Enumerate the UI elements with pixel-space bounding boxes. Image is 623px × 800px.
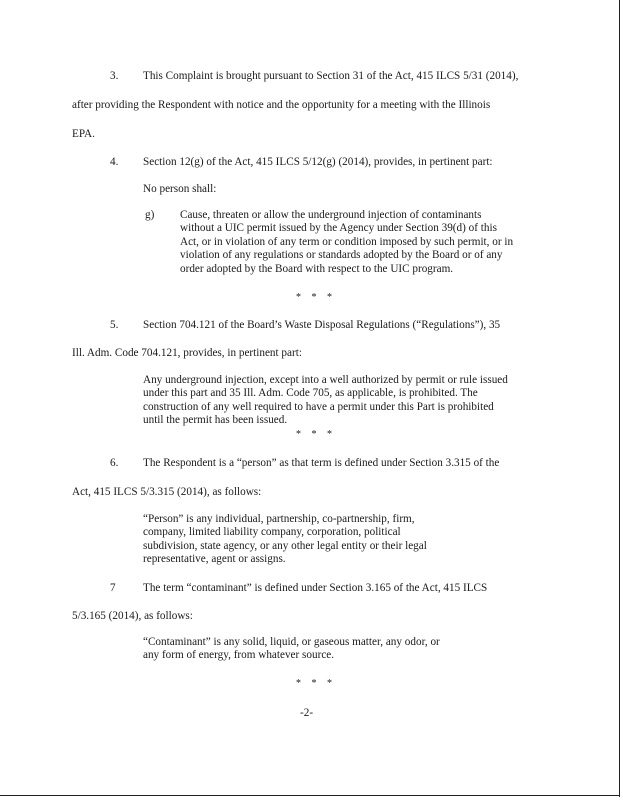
para5-quote-line: under this part and 35 Ill. Adm. Code 705, as applicable, is prohibited. The (143, 387, 478, 400)
para5-line2: Ill. Adm. Code 704.121, provides, in pertinent part: (72, 347, 302, 359)
para4-item-line: violation of any regulations or standards adopted by the Board or of any (180, 249, 503, 262)
para6-quote-line: company, limited liability company, corporation, political (143, 526, 401, 539)
para4-item-label: g) (145, 209, 155, 221)
page-edge-right (619, 0, 620, 797)
para7-line2: 5/3.165 (2014), as follows: (72, 610, 193, 622)
ellipsis-stars: * * * (296, 678, 336, 689)
para7-quote (143, 636, 440, 663)
para4-item-line: Cause, threaten or allow the underground injection of contaminants (180, 209, 482, 221)
para7-number: 7 (110, 582, 116, 594)
para4-intro: No person shall: (143, 183, 217, 195)
para7-quote-line: any form of energy, from whatever source. (143, 649, 335, 662)
para5-number: 5. (110, 319, 119, 331)
para5-quote-line: Any underground injection, except into a well authorized by permit or rule issued (143, 374, 508, 386)
para4-item-line: order adopted by the Board with respect to the UIC program. (180, 262, 454, 275)
para4-line1: Section 12(g) of the Act, 415 ILCS 5/12(g) (2014), provides, in pertinent part: (143, 156, 493, 168)
para4-number: 4. (110, 156, 119, 168)
para5-line1: Section 704.121 of the Board’s Waste Disposal Regulations (“Regulations”), 35 (143, 319, 501, 331)
ellipsis-stars: * * * (296, 429, 336, 440)
page-edge-bottom (0, 795, 620, 796)
para5-quote-line: construction of any well required to have a permit under this Part is prohibited (143, 400, 494, 413)
para3-line3: EPA. (72, 128, 95, 140)
para4-item-line: Act, or in violation of any term or condition imposed by such permit, or in (180, 235, 514, 248)
page-number: -2- (300, 707, 314, 719)
para6-quote-line: “Person” is any individual, partnership, co-partnership, firm, (143, 513, 415, 525)
para6-line1: The Respondent is a “person” as that term is defined under Section 3.315 of the (143, 457, 500, 469)
para4-item-line: without a UIC permit issued by the Agency under Section 39(d) of this (180, 222, 497, 235)
para6-quote-line: subdivision, state agency, or any other legal entity or their legal (143, 539, 427, 552)
para3-line1: This Complaint is brought pursuant to Section 31 of the Act, 415 ILCS 5/31 (2014), (143, 70, 519, 82)
para3-number: 3. (110, 70, 119, 82)
para6-line2: Act, 415 ILCS 5/3.315 (2014), as follows: (72, 486, 262, 498)
para6-quote-line: representative, agent or assigns. (143, 553, 286, 566)
para7-line1: The term “contaminant” is defined under Section 3.165 of the Act, 415 ILCS (143, 582, 488, 594)
para6-quote (143, 513, 427, 567)
para4-item-text (180, 209, 513, 276)
para5-quote-line: until the permit has been issued. (143, 414, 288, 427)
para7-quote-line: “Contaminant” is any solid, liquid, or gaseous matter, any odor, or (143, 636, 440, 648)
para3-line2: after providing the Respondent with notice and the opportunity for a meeting with the Illinois (72, 99, 491, 111)
ellipsis-stars: * * * (296, 292, 336, 303)
para5-quote (143, 374, 508, 428)
para6-number: 6. (110, 457, 119, 469)
